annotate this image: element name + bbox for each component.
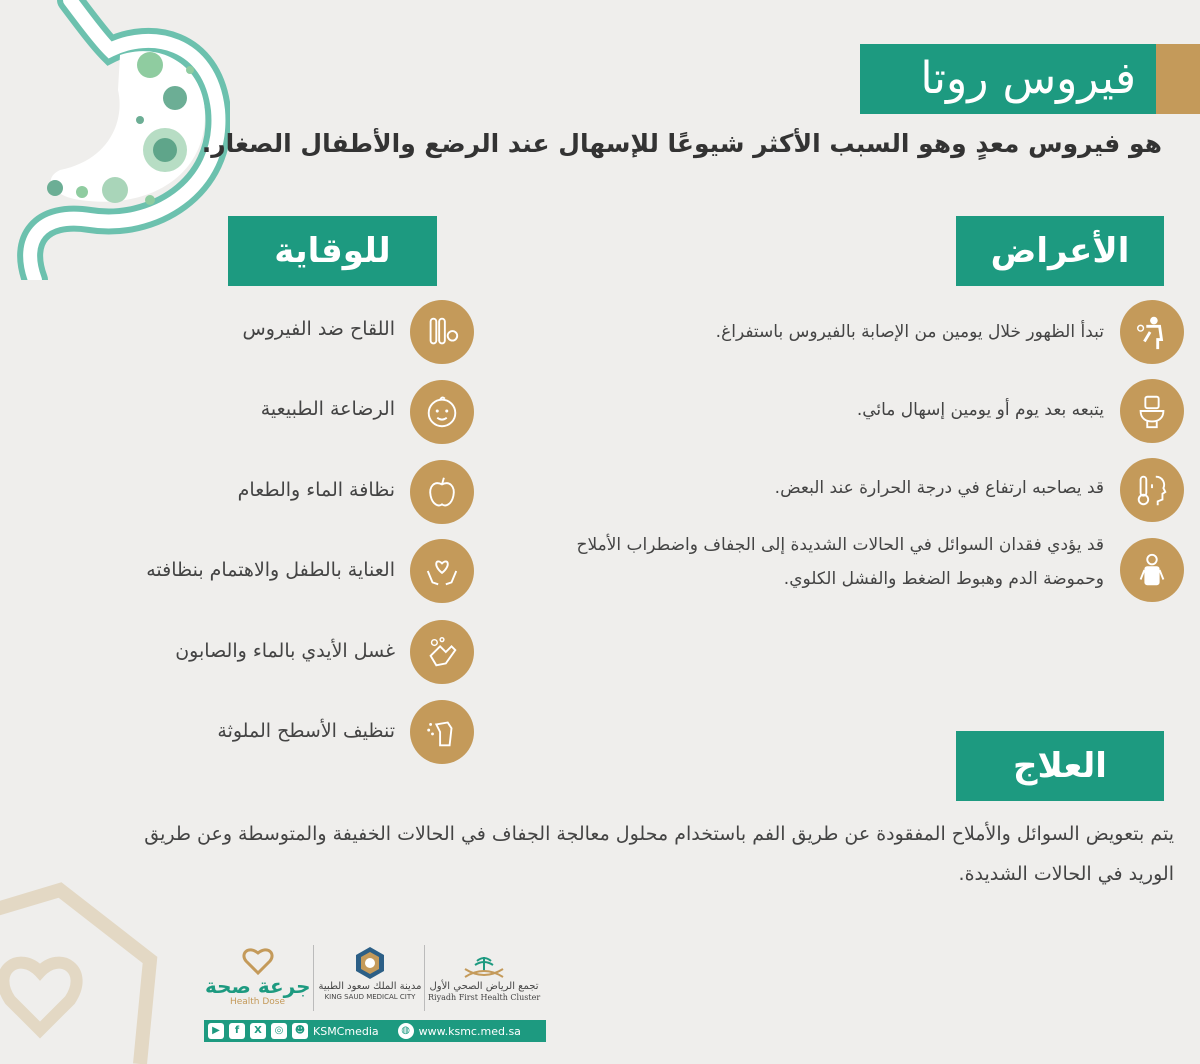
prevention-text-5: غسل الأيدي بالماء والصابون <box>175 640 395 662</box>
care-hands-icon <box>410 539 474 603</box>
snapchat-icon[interactable]: ☻ <box>292 1023 308 1039</box>
riyadh-cluster-logo <box>428 955 540 1011</box>
symptom-text-1: تبدأ الظهور خلال يومين من الإصابة بالفيروس باستفراغ. <box>715 322 1104 342</box>
social-bar <box>204 1020 546 1042</box>
title-banner <box>860 44 1200 114</box>
treatment-text: يتم بتعويض السوائل والأملاح المفقودة عن طريق الفم باستخدام محلول معالجة الجفاف في الحالات الخفيفة والمتوسطة وعن طريق الوريد في الحالات الشديدة. <box>144 823 1174 885</box>
palm-swords-icon <box>459 955 509 981</box>
social-handle[interactable]: KSMCmedia <box>313 1024 379 1038</box>
prevention-text-2: الرضاعة الطبيعية <box>260 398 395 420</box>
symptom-text-3: قد يصاحبه ارتفاع في درجة الحرارة عند البعض. <box>774 478 1104 498</box>
toilet-icon <box>1120 379 1184 443</box>
prevention-text-1: اللقاح ضد الفيروس <box>242 318 395 340</box>
vaccine-icon <box>410 300 474 364</box>
prevention-heading: للوقاية <box>228 216 437 286</box>
health-dose-name-en: Health Dose <box>229 997 286 1007</box>
apple-icon <box>410 460 474 524</box>
page-title: فيروس روتا <box>920 53 1136 104</box>
cluster-name-ar: تجمع الرياض الصحي الأول <box>429 981 539 992</box>
globe-icon: ◍ <box>398 1023 414 1039</box>
prevention-text-4: العناية بالطفل والاهتمام بنظافته <box>146 559 395 581</box>
intro-text: هو فيروس معدٍ وهو السبب الأكثر شيوعًا للإسهال عند الرضع والأطفال الصغار. <box>201 129 1162 158</box>
heart-logo-icon <box>242 945 274 975</box>
health-dose-logo <box>205 945 310 1011</box>
treatment-heading: العلاج <box>956 731 1164 801</box>
dehydration-icon <box>1120 538 1184 602</box>
ksmc-emblem-icon <box>352 945 388 981</box>
spray-icon <box>410 700 474 764</box>
symptom-text-4: قد يؤدي فقدان السوائل في الحالات الشديدة إلى الجفاف واضطراب الأملاح وحموضة الدم وهبوط الضغط والفشل الكلوي. <box>576 535 1104 589</box>
symptoms-heading: الأعراض <box>956 216 1164 286</box>
prevention-text-3: نظافة الماء والطعام <box>237 479 395 501</box>
symptom-text-2: يتبعه بعد يوم أو يومين إسهال مائي. <box>856 400 1104 420</box>
footer-divider-2 <box>424 945 425 1011</box>
youtube-icon[interactable]: ▶ <box>208 1023 224 1039</box>
health-dose-name-ar: جرعة صحة <box>205 974 311 998</box>
footer-divider-1 <box>313 945 314 1011</box>
instagram-icon[interactable]: ◎ <box>271 1023 287 1039</box>
cluster-name-en: Riyadh First Health Cluster <box>428 993 541 1002</box>
prevention-text-6: تنظيف الأسطح الملوثة <box>217 720 395 742</box>
baby-icon <box>410 380 474 444</box>
website-link[interactable]: www.ksmc.med.sa <box>418 1024 521 1038</box>
ksmc-logo <box>318 945 422 1011</box>
vomiting-icon <box>1120 300 1184 364</box>
title-accent-bar <box>1156 44 1200 114</box>
heart-outline-watermark <box>0 880 170 1064</box>
ksmc-name-en: KING SAUD MEDICAL CITY <box>324 993 416 1001</box>
fever-icon <box>1120 458 1184 522</box>
x-icon[interactable]: X <box>250 1023 266 1039</box>
facebook-icon[interactable]: f <box>229 1023 245 1039</box>
ksmc-name-ar: مدينة الملك سعود الطبية <box>318 981 422 992</box>
hand-wash-icon <box>410 620 474 684</box>
